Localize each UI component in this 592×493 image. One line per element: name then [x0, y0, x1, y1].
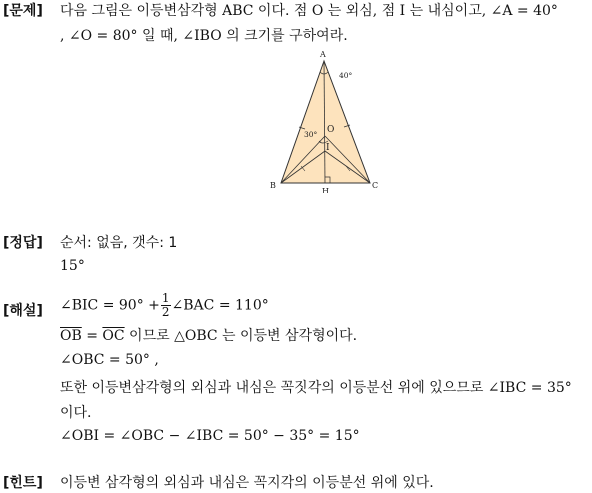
solution-line-1-pre: ∠BIC = 90° + [60, 297, 160, 314]
triangle-figure [268, 48, 388, 193]
answer-value: 15° [60, 258, 85, 274]
equals-sign: = [81, 328, 103, 344]
solution-tag: [해설] [3, 303, 43, 319]
label-o: O [327, 125, 335, 135]
label-b: B [270, 181, 276, 190]
problem-line-1: 다음 그림은 이등변삼각형 ABC 이다. 점 O 는 외심, 점 I 는 내심이고, ∠A = 40° [60, 3, 558, 19]
label-a: A [320, 50, 326, 59]
label-angle-a: 40° [339, 71, 353, 80]
label-h: H [322, 187, 329, 193]
solution-line-1 [60, 292, 269, 319]
label-c: C [372, 181, 379, 190]
segment-ob-text: $\overline{OB}$ [60, 328, 82, 344]
solution-line-6: ∠OBI = ∠OBC − ∠IBC = 50° − 35° = 15° [60, 428, 360, 444]
answer-meta: 순서: 없음, 갯수: 1 [60, 235, 178, 251]
solution-line-4: 또한 이등변삼각형의 외심과 내심은 꼭짓각의 이등분선 위에 있으므로 ∠IBC = 35° [60, 380, 572, 396]
solution-line-2-post: 이므로 △OBC 는 이등변 삼각형이다. [124, 328, 358, 344]
problem-tag: [문제] [3, 3, 43, 19]
segment-oc-text: $\overline{OC}$ [102, 328, 125, 344]
hint-tag: [힌트] [3, 475, 43, 491]
fraction-denominator: 2 [161, 305, 170, 319]
solution-line-1-post: ∠BAC = 110° [171, 297, 269, 314]
label-angle-o: 30° [304, 130, 318, 139]
triangle-abc [281, 61, 370, 183]
solution-line-5: 이다. [60, 405, 92, 421]
answer-tag: [정답] [3, 235, 43, 251]
solution-line-2 [60, 325, 357, 345]
hint-text: 이등변 삼각형의 외심과 내심은 꼭지각의 이등분선 위에 있다. [60, 475, 434, 491]
solution-line-3: ∠OBC = 50° , [60, 352, 159, 368]
fraction-half [161, 292, 171, 319]
label-i: I [326, 143, 330, 153]
problem-line-2: , ∠O = 80° 일 때, ∠IBO 의 크기를 구하여라. [60, 28, 348, 44]
fraction-numerator: 1 [161, 291, 170, 305]
